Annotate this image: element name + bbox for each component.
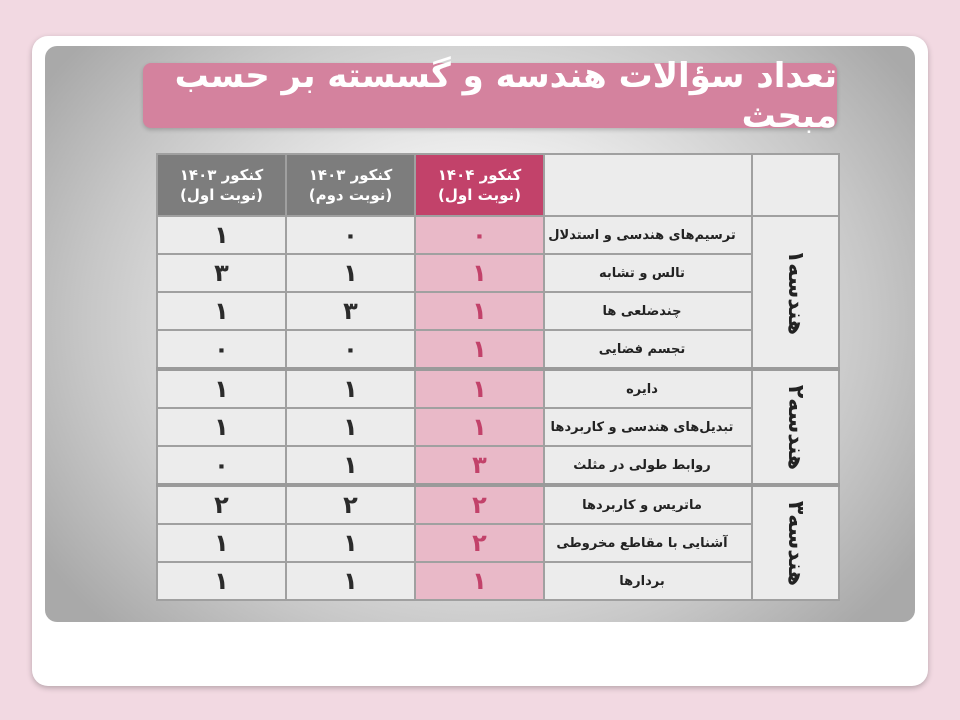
value-1403-second: ۱ <box>286 446 415 485</box>
value-1403-first: ۱ <box>157 408 286 446</box>
value-1403-second: ۱ <box>286 408 415 446</box>
value-1403-second: ۲ <box>286 485 415 524</box>
value-1404-first: ۲ <box>415 485 544 524</box>
table-header-row <box>157 154 839 216</box>
topic-label: ترسیم‌های هندسی و استدلال <box>544 216 752 254</box>
column-header-1403-second: کنکور ۱۴۰۳ (نوبت دوم) <box>286 154 415 216</box>
topic-label: آشنایی با مقاطع مخروطی <box>544 524 752 562</box>
topic-label: دایره <box>544 369 752 408</box>
value-1403-first: ۱ <box>157 216 286 254</box>
topic-label: تبدیل‌های هندسی و کاربردها <box>544 408 752 446</box>
page-title: تعداد سؤالات هندسه و گسسته بر حسب مبحث <box>143 63 837 128</box>
table-row <box>157 408 839 446</box>
topic-label: تالس و تشابه <box>544 254 752 292</box>
group-label-geometry-2: هندسه۲ <box>752 369 839 485</box>
value-1403-second: ۱ <box>286 254 415 292</box>
table-row <box>157 485 839 524</box>
value-1403-first: ۱ <box>157 292 286 330</box>
table-row <box>157 446 839 485</box>
value-1403-first: ۱ <box>157 369 286 408</box>
value-1404-first: ۳ <box>415 446 544 485</box>
table-row <box>157 330 839 369</box>
topic-label: ماتریس و کاربردها <box>544 485 752 524</box>
header-empty-topic <box>544 154 752 216</box>
table-row <box>157 524 839 562</box>
topic-label: روابط طولی در مثلث <box>544 446 752 485</box>
value-1403-second: ۱ <box>286 369 415 408</box>
value-1403-first: ۳ <box>157 254 286 292</box>
column-header-1404-first: کنکور ۱۴۰۴ (نوبت اول) <box>415 154 544 216</box>
table-row <box>157 254 839 292</box>
table-row <box>157 562 839 600</box>
value-1403-second: ۰ <box>286 216 415 254</box>
header-empty-group <box>752 154 839 216</box>
column-header-1403-first: کنکور ۱۴۰۳ (نوبت اول) <box>157 154 286 216</box>
value-1403-first: ۰ <box>157 330 286 369</box>
value-1404-first: ۱ <box>415 254 544 292</box>
value-1403-second: ۳ <box>286 292 415 330</box>
group-label-geometry-3: هندسه۳ <box>752 485 839 600</box>
value-1403-second: ۰ <box>286 330 415 369</box>
value-1403-first: ۱ <box>157 524 286 562</box>
value-1404-first: ۲ <box>415 524 544 562</box>
value-1403-second: ۱ <box>286 562 415 600</box>
value-1404-first: ۱ <box>415 562 544 600</box>
value-1403-first: ۱ <box>157 562 286 600</box>
table-row <box>157 216 839 254</box>
value-1404-first: ۱ <box>415 369 544 408</box>
topic-label: تجسم فضایی <box>544 330 752 369</box>
value-1403-first: ۰ <box>157 446 286 485</box>
topic-label: بردارها <box>544 562 752 600</box>
value-1404-first: ۱ <box>415 408 544 446</box>
value-1404-first: ۱ <box>415 330 544 369</box>
value-1404-first: ۱ <box>415 292 544 330</box>
questions-table <box>156 153 840 601</box>
table-row <box>157 369 839 408</box>
table-row <box>157 292 839 330</box>
value-1403-second: ۱ <box>286 524 415 562</box>
value-1403-first: ۲ <box>157 485 286 524</box>
topic-label: چندضلعی ها <box>544 292 752 330</box>
group-label-geometry-1: هندسه۱ <box>752 216 839 369</box>
value-1404-first: ۰ <box>415 216 544 254</box>
